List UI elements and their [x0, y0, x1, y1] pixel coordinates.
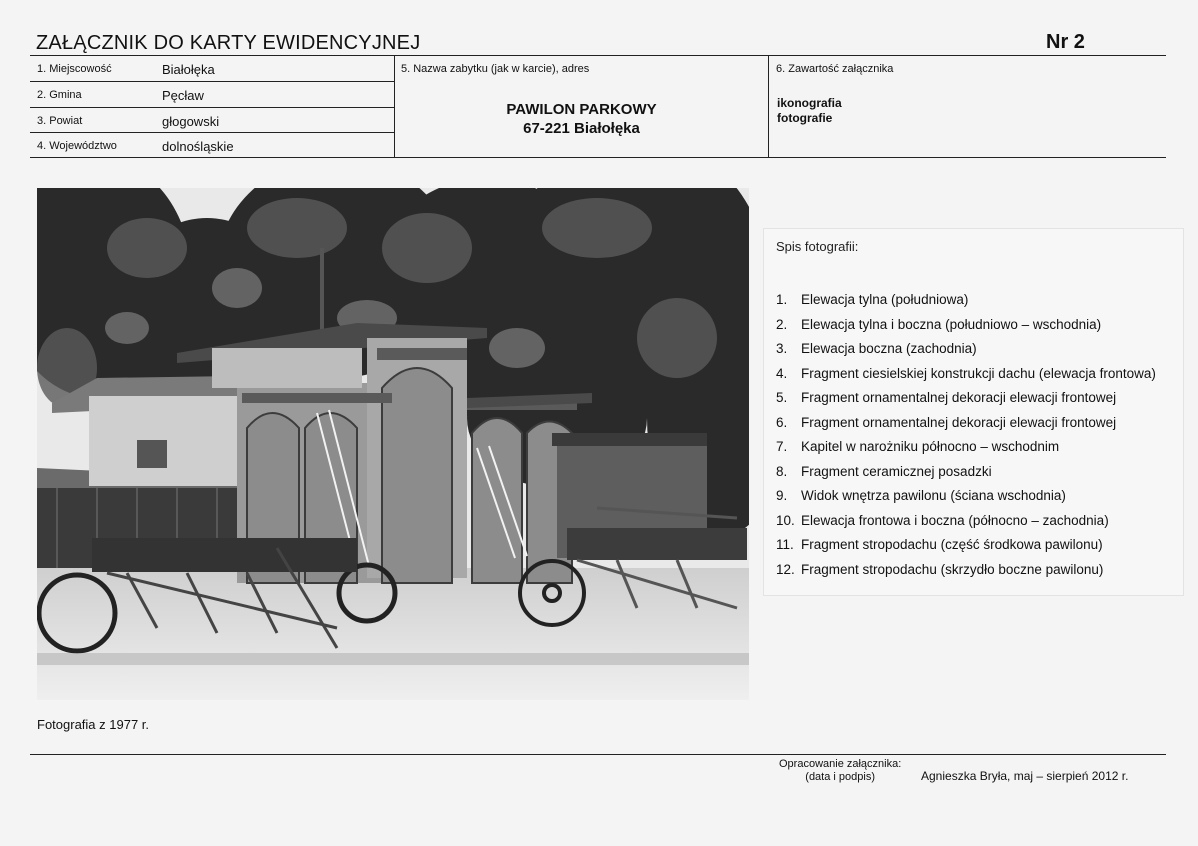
field-value-county: głogowski: [162, 114, 220, 129]
contents-list: [777, 96, 842, 126]
footer-author: Agnieszka Bryła, maj – sierpień 2012 r.: [921, 769, 1129, 783]
column-divider-2: [768, 55, 769, 157]
monument-label: 5. Nazwa zabytku (jak w karcie), adres: [401, 63, 590, 75]
field-value-commune: Pęcław: [162, 88, 204, 103]
contents-item-iconography: ikonografia: [777, 96, 842, 110]
monument-address: 67-221 Białołęka: [523, 120, 640, 137]
list-item: 3. Elewacja boczna (zachodnia): [776, 341, 977, 356]
list-item: 5. Fragment ornamentalnej dekoracji elewacji frontowej: [776, 390, 1117, 405]
row-divider-1: [30, 81, 394, 82]
contents-label: 6. Zawartość załącznika: [776, 63, 894, 75]
list-item: 8. Fragment ceramicznej posadzki: [776, 463, 992, 479]
monument-block: [395, 100, 768, 138]
table-bottom-rule: [30, 157, 1166, 158]
photo-caption: Fotografia z 1977 r.: [37, 717, 150, 732]
list-item: 6. Fragment ornamentalnej dekoracji elewacji frontowej: [776, 414, 1117, 430]
list-item: 10. Elewacja frontowa i boczna (północno – zachodnia): [776, 512, 1109, 528]
historic-photograph: [37, 188, 749, 700]
list-item: 1. Elewacja tylna (południowa): [776, 292, 969, 307]
header-rule: [30, 55, 1166, 56]
list-item: 12. Fragment stropodachu (skrzydło boczne pawilonu): [776, 561, 1104, 577]
field-label-county: 3. Powiat: [37, 115, 83, 127]
field-label-voivodeship: 4. Województwo: [37, 140, 117, 152]
footer-prepared-by-label: Opracowanie załącznika: (data i podpis): [779, 758, 902, 783]
field-value-locality: Białołęka: [162, 62, 215, 77]
field-label-locality: 1. Miejscowość: [37, 63, 112, 75]
photo-list-panel: [763, 228, 1184, 596]
row-divider-3: [30, 132, 394, 133]
contents-item-photos: fotografie: [777, 111, 833, 125]
list-item: 7. Kapitel w narożniku północno – wschodnim: [776, 439, 1060, 454]
field-value-voivodeship: dolnośląskie: [162, 139, 234, 154]
list-item: 4. Fragment ciesielskiej konstrukcji dachu (elewacja frontowa): [776, 365, 1156, 381]
footer-rule: [30, 754, 1166, 755]
list-item: 9. Widok wnętrza pawilonu (ściana wschodnia): [776, 488, 1066, 503]
pavilion-photo-image: [37, 188, 749, 700]
document-title: ZAŁĄCZNIK DO KARTY EWIDENCYJNEJ: [36, 32, 421, 54]
list-item: 11. Fragment stropodachu (część środkowa pawilonu): [776, 537, 1103, 552]
photo-list: [776, 288, 1156, 582]
row-divider-2: [30, 107, 394, 108]
monument-name: PAWILON PARKOWY: [506, 101, 657, 118]
list-item: 2. Elewacja tylna i boczna (południowo – wschodnia): [776, 316, 1102, 332]
attachment-number: Nr 2: [1046, 31, 1085, 53]
field-label-commune: 2. Gmina: [37, 89, 82, 101]
photo-list-title: Spis fotografii:: [776, 239, 859, 254]
